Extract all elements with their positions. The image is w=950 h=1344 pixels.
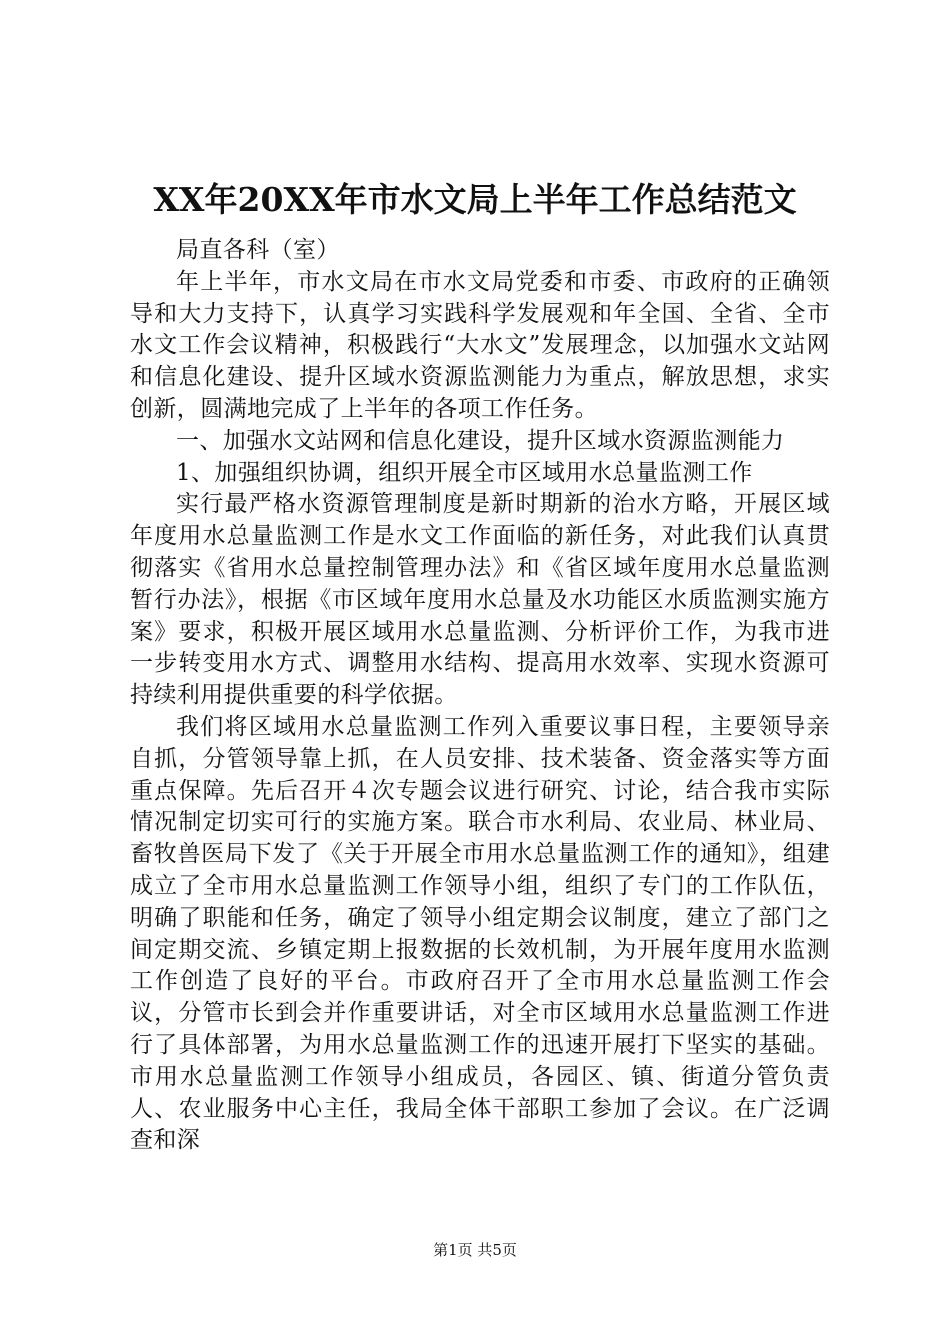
page-number-footer: 第1页 共5页 [433, 1241, 517, 1259]
paragraph-body-2: 我们将区域用水总量监测工作列入重要议事日程，主要领导亲自抓，分管领导靠上抓，在人员安排、技术装备、资金落实等方面重点保障。先后召开４次专题会议进行研究、讨论，结合我市实际情况制定切实可行的实施方案。联合市水利局、农业局、林业局、畜牧兽医局下发了《关于开展全市用水总量监测工作的通知》，组建成立了全市用水总量监测工作领导小组，组织了专门的工作队伍，明确了职能和任务，确定了领导小组定期会议制度，建立了部门之间定期交流、乡镇定期上报数据的长效机制，为开展年度用水监测工作创造了良好的平台。市政府召开了全市用水总量监测工作会议，分管市长到会并作重要讲话，对全市区域用水总量监测工作进行了具体部署，为用水总量监测工作的迅速开展打下坚实的基础。市用水总量监测工作领导小组成员，各园区、镇、街道分管负责人、农业服务中心主任，我局全体干部职工参加了会议。在广泛调查和深 [130, 713, 830, 1154]
paragraph-recipient: 局直各科（室） [176, 237, 340, 263]
paragraph-body-1: 实行最严格水资源管理制度是新时期新的治水方略，开展区域年度用水总量监测工作是水文工作面临的新任务，对此我们认真贯彻落实《省用水总量控制管理办法》和《省区域年度用水总量监测暂行办法》，根据《市区域年度用水总量及水功能区水质监测实施方案》要求，积极开展区域用水总量监测、分析评价工作，为我市进一步转变用水方式、调整用水结构、提高用水效率、实现水资源可持续利用提供重要的科学依据。 [130, 491, 830, 709]
document-title: XX年20XX年市水文局上半年工作总结范文 [153, 180, 797, 219]
document-body [130, 235, 830, 1157]
section-heading-1: 一、加强水文站网和信息化建设，提升区域水资源监测能力 [176, 427, 785, 454]
subsection-heading-1: 1、加强组织协调，组织开展全市区域用水总量监测工作 [176, 459, 753, 486]
paragraph-intro: 年上半年，市水文局在市水文局党委和市委、市政府的正确领导和大力支持下，认真学习实践科学发展观和年全国、全省、全市水文工作会议精神，积极践行“大水文”发展理念，以加强水文站网和信息化建设、提升区域水资源监测能力为重点，解放思想，求实创新，圆满地完成了上半年的各项工作任务。 [130, 268, 830, 422]
